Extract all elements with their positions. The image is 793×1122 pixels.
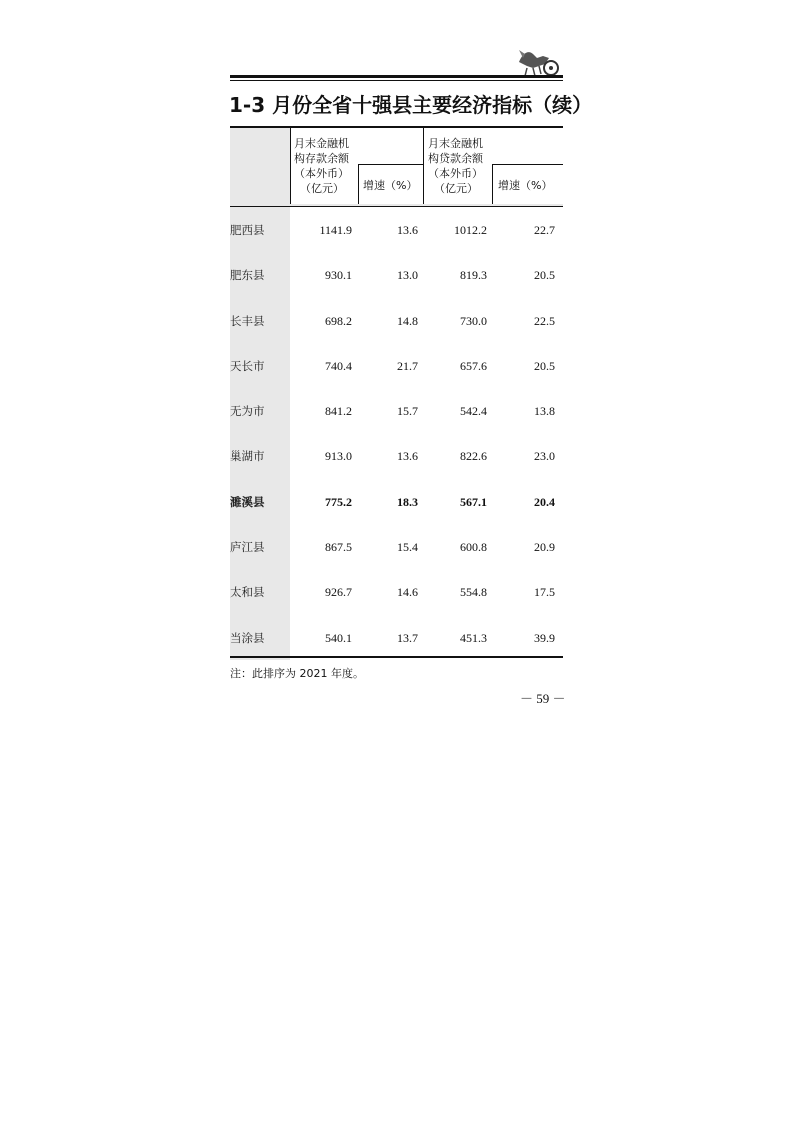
deposit-balance: 775.2 xyxy=(325,494,352,509)
header-rule-thick xyxy=(230,75,563,78)
loan-balance: 567.1 xyxy=(460,494,487,509)
deposit-balance: 841.2 xyxy=(325,404,352,419)
table-row xyxy=(230,569,563,614)
deposit-growth: 13.6 xyxy=(397,223,418,237)
loan-balance: 542.4 xyxy=(460,404,487,419)
county-name: 长丰县 xyxy=(230,313,265,328)
page-number: － 59 － xyxy=(520,691,566,706)
deposit-balance: 926.7 xyxy=(325,585,352,600)
table-note: 注：此排序为 2021 年度。 xyxy=(230,667,364,680)
loan-growth: 22.7 xyxy=(534,223,555,237)
deposit-growth: 13.7 xyxy=(397,630,418,645)
header-rule-thin xyxy=(230,80,563,81)
loan-growth: 39.9 xyxy=(534,630,555,645)
deposit-balance: 540.1 xyxy=(325,630,352,645)
loan-balance: 657.6 xyxy=(460,358,487,373)
loan-header: 月末金融机 构贷款余额 （本外币） （亿元） xyxy=(428,137,483,195)
table-bottom-rule xyxy=(230,656,563,658)
horse-carriage-logo-icon xyxy=(515,44,563,78)
county-name: 无为市 xyxy=(230,404,265,419)
table-row xyxy=(230,479,563,524)
table-body xyxy=(230,207,563,660)
loan-balance: 554.8 xyxy=(460,585,487,600)
page-title: 1-3 月份全省十强县主要经济指标（续） xyxy=(229,93,593,117)
table-row xyxy=(230,524,563,569)
deposit-growth: 18.3 xyxy=(397,494,418,509)
county-name: 濉溪县 xyxy=(230,494,265,509)
county-name: 太和县 xyxy=(230,585,265,600)
loan-balance: 730.0 xyxy=(460,313,487,328)
county-name: 天长市 xyxy=(230,358,265,373)
table-row xyxy=(230,252,563,297)
loan-growth-header: 增速（%） xyxy=(498,179,553,192)
county-name: 当涂县 xyxy=(230,630,265,645)
table-row xyxy=(230,615,563,660)
table-header xyxy=(230,126,563,207)
deposit-header: 月末金融机 构存款余额 （本外币） （亿元） xyxy=(294,137,349,195)
loan-growth: 23.0 xyxy=(534,449,555,464)
county-name: 巢湖市 xyxy=(230,449,265,464)
deposit-growth: 14.8 xyxy=(397,313,418,328)
deposit-growth: 13.6 xyxy=(397,449,418,464)
loan-growth: 22.5 xyxy=(534,313,555,328)
loan-growth: 20.4 xyxy=(534,494,555,509)
deposit-growth: 14.6 xyxy=(397,585,418,600)
loan-growth: 13.8 xyxy=(534,404,555,419)
loan-balance: 600.8 xyxy=(460,540,487,555)
table-row xyxy=(230,433,563,478)
deposit-balance: 913.0 xyxy=(325,449,352,464)
indicator-table xyxy=(230,126,563,660)
loan-balance: 822.6 xyxy=(460,449,487,464)
deposit-growth: 15.4 xyxy=(397,540,418,555)
deposit-balance: 1141.9 xyxy=(319,223,352,237)
deposit-growth: 21.7 xyxy=(397,358,418,373)
county-name: 肥西县 xyxy=(230,223,265,237)
loan-balance: 451.3 xyxy=(460,630,487,645)
loan-growth: 20.5 xyxy=(534,268,555,283)
table-row xyxy=(230,343,563,388)
deposit-growth-header: 增速（%） xyxy=(363,179,418,192)
table-row xyxy=(230,298,563,343)
loan-growth: 20.9 xyxy=(534,540,555,555)
deposit-balance: 740.4 xyxy=(325,358,352,373)
loan-growth: 20.5 xyxy=(534,358,555,373)
deposit-growth: 15.7 xyxy=(397,404,418,419)
deposit-balance: 867.5 xyxy=(325,540,352,555)
loan-growth: 17.5 xyxy=(534,585,555,600)
deposit-balance: 698.2 xyxy=(325,313,352,328)
deposit-growth: 13.0 xyxy=(397,268,418,283)
county-name: 庐江县 xyxy=(230,540,265,555)
table-row xyxy=(230,207,563,252)
table-row xyxy=(230,388,563,433)
loan-balance: 1012.2 xyxy=(454,223,487,237)
loan-balance: 819.3 xyxy=(460,268,487,283)
deposit-balance: 930.1 xyxy=(325,268,352,283)
county-name: 肥东县 xyxy=(230,268,265,283)
